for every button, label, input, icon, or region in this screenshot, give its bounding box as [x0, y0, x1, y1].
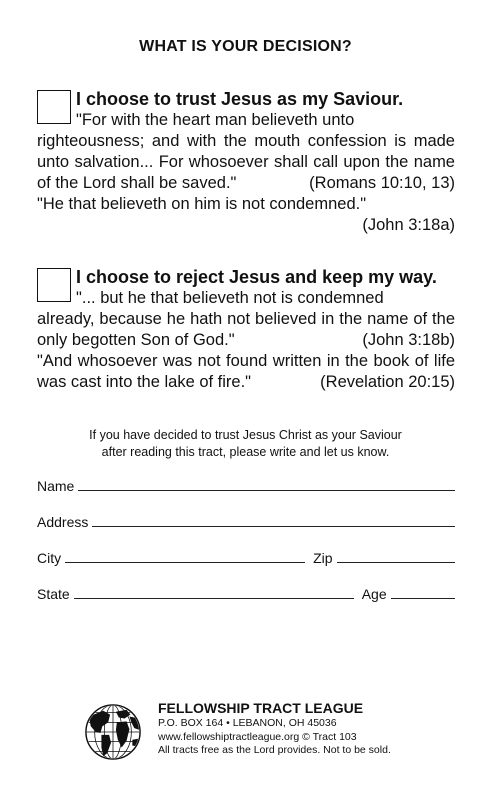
city-field[interactable] [65, 562, 305, 563]
verse-reference: (John 3:18b) [362, 331, 455, 349]
page-title: WHAT IS YOUR DECISION? [139, 38, 352, 55]
publisher-address: P.O. BOX 164 • LEBANON, OH 45036 [158, 717, 337, 729]
state-label: State [37, 586, 70, 602]
city-zip-row [37, 548, 455, 566]
choice-heading: I choose to reject Jesus and keep my way. [76, 267, 437, 287]
zip-label: Zip [313, 550, 333, 566]
globe-logo-icon [84, 703, 142, 761]
scripture-verse-2 [37, 351, 455, 393]
scripture-verse [37, 110, 455, 194]
name-row [37, 476, 455, 494]
zip-field[interactable] [337, 562, 455, 563]
address-label: Address [37, 514, 89, 530]
verse-text: righteousness; and with the mouth confession is made unto salvation... For whosoever shall call upon the name of the Lord shall be saved." [37, 132, 455, 192]
choice-reject [37, 266, 455, 393]
age-field[interactable] [391, 598, 455, 599]
publisher-footer [84, 700, 484, 770]
verse-first-line: "... but he that believeth not is condemned [76, 289, 384, 307]
age-label: Age [361, 586, 387, 602]
invitation-line: If you have decided to trust Jesus Christ as your Saviour [89, 428, 402, 442]
verse-first-line: "For with the heart man believeth unto [76, 111, 355, 129]
verse-text: already, because he hath not believed in the name of the only begotten Son of God." [37, 310, 455, 349]
publisher-note: All tracts free as the Lord provides. Not to be sold. [158, 744, 391, 756]
verse-text: "And whosoever was not found written in the book of life was cast into the lake of fire." [37, 352, 455, 391]
publisher-info [158, 700, 488, 758]
choice-trust [37, 88, 455, 236]
invitation-text [0, 427, 491, 461]
scripture-verse-2: "He that believeth on him is not condemned." [37, 195, 367, 213]
invitation-line: after reading this tract, please write and let us know. [101, 445, 390, 459]
verse-reference: (Romans 10:10, 13) [309, 174, 455, 192]
reject-checkbox[interactable] [37, 268, 71, 302]
state-field[interactable] [74, 598, 354, 599]
publisher-name: FELLOWSHIP TRACT LEAGUE [158, 700, 364, 716]
address-row [37, 512, 455, 530]
scripture-verse [37, 288, 455, 351]
verse-reference-2: (John 3:18a) [362, 216, 455, 234]
verse-reference-2: (Revelation 20:15) [320, 373, 455, 391]
address-field[interactable] [92, 526, 455, 527]
name-field[interactable] [78, 490, 455, 491]
state-age-row [37, 584, 455, 602]
city-label: City [37, 550, 62, 566]
trust-checkbox[interactable] [37, 90, 71, 124]
publisher-website[interactable]: www.fellowshiptractleague.org © Tract 103 [158, 730, 357, 743]
name-label: Name [37, 478, 75, 494]
choice-heading: I choose to trust Jesus as my Saviour. [76, 89, 404, 109]
